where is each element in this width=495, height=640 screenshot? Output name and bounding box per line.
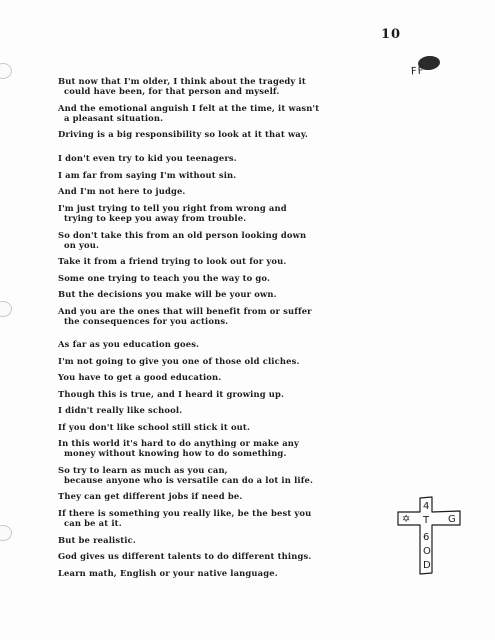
- text-line: Learn math, English or your native language.: [58, 568, 278, 578]
- text-line: But now that I'm older, I think about the tragedy it: [58, 76, 306, 86]
- cross-letter: T: [423, 515, 430, 526]
- text-line: Driving is a big responsibility so look at it that way.: [58, 129, 309, 139]
- cross-letter: D: [423, 560, 431, 571]
- text-line: So don't take this from an old person looking down: [58, 230, 307, 240]
- text-line: But the decisions you make will be your own.: [58, 289, 277, 299]
- text-line: You have to get a good education.: [58, 372, 222, 382]
- hand-drawn-cross: [393, 494, 469, 578]
- cross-letter-right: G: [448, 514, 456, 525]
- text-line: because anyone who is versatile can do a lot in life.: [64, 475, 314, 485]
- text-line: If there is something you really like, be the best you: [58, 508, 312, 518]
- text-line: I am far from saying I'm without sin.: [58, 170, 237, 180]
- cross-letter: 4: [423, 501, 430, 512]
- text-line: So try to learn as much as you can,: [58, 465, 228, 475]
- text-line: can be at it.: [64, 518, 122, 528]
- text-line: I'm just trying to tell you right from wrong and: [58, 203, 287, 213]
- text-line: Take it from a friend trying to look out for you.: [58, 256, 287, 266]
- text-line: money without knowing how to do something.: [64, 448, 287, 458]
- text-line: And I'm not here to judge.: [58, 186, 186, 196]
- text-line: In this world it's hard to do anything or make any: [58, 438, 300, 448]
- text-line: I didn't really like school.: [58, 405, 183, 415]
- text-line: I'm not going to give you one of those old cliches.: [58, 356, 300, 366]
- text-line: They can get different jobs if need be.: [58, 491, 243, 501]
- cross-letter: O: [423, 546, 431, 557]
- text-line: And the emotional anguish I felt at the time, it wasn't: [58, 103, 320, 113]
- punch-hole-bottom: [0, 525, 12, 541]
- handwritten-initials: FF: [410, 65, 425, 78]
- text-line: a pleasant situation.: [64, 113, 164, 123]
- text-line: I don't even try to kid you teenagers.: [58, 153, 237, 163]
- text-line: As far as you education goes.: [58, 339, 200, 349]
- text-line: could have been, for that person and myself.: [64, 86, 280, 96]
- text-line: on you.: [64, 240, 100, 250]
- cross-letter: 6: [423, 532, 430, 543]
- page-number: 10: [381, 27, 402, 42]
- text-line: trying to keep you away from trouble.: [64, 213, 247, 223]
- text-line: And you are the ones that will benefit from or suffer: [58, 306, 312, 316]
- punch-hole-middle: [0, 301, 12, 317]
- text-line: the consequences for you actions.: [64, 316, 229, 326]
- star-of-david-icon: ✡: [402, 514, 411, 525]
- text-line: Some one trying to teach you the way to go.: [58, 273, 271, 283]
- punch-hole-top: [0, 63, 12, 79]
- text-line: God gives us different talents to do different things.: [58, 551, 312, 561]
- text-line: Though this is true, and I heard it growing up.: [58, 389, 285, 399]
- text-line: But be realistic.: [58, 535, 136, 545]
- text-line: If you don't like school still stick it out.: [58, 422, 251, 432]
